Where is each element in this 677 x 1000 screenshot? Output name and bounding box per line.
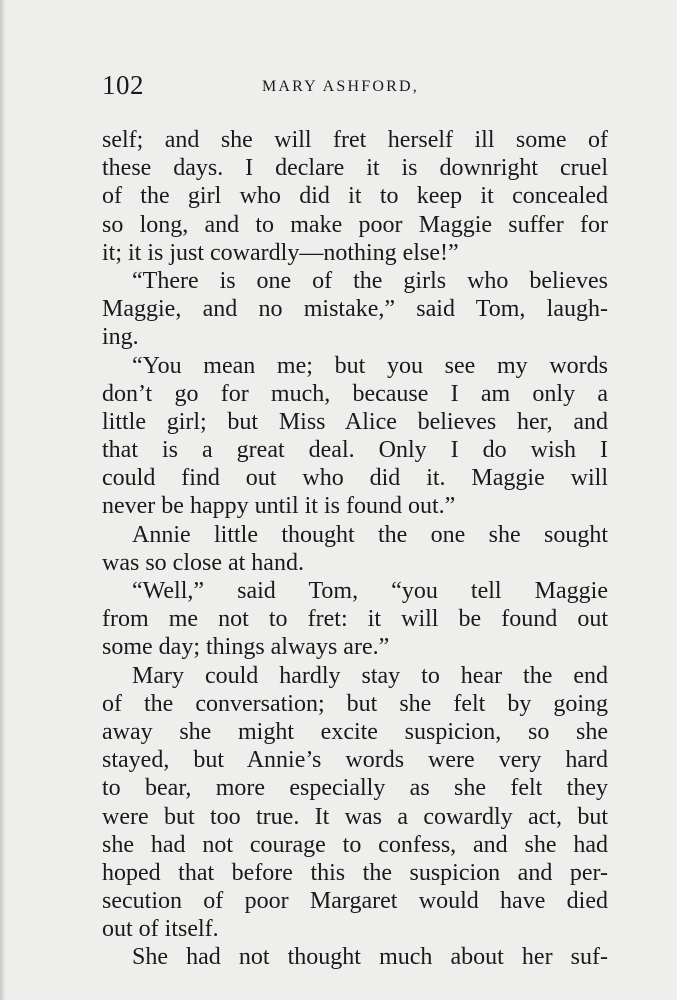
text-line: some day; things always are.”: [102, 634, 390, 661]
page-number: 102: [102, 70, 144, 100]
text-line: was so close at hand.: [102, 549, 304, 576]
text-line: so long, and to make poor Maggie suffer for: [102, 211, 608, 238]
text-line: away she might excite suspicion, so she: [102, 718, 608, 745]
text-line: ing.: [102, 324, 139, 351]
text-line: she had not courage to confess, and she had: [102, 831, 608, 858]
text-line: Maggie, and no mistake,” said Tom, laugh-: [102, 296, 608, 323]
text-line: self; and she will fret herself ill some of: [102, 127, 608, 153]
text-line: Mary could hardly stay to hear the end: [132, 662, 608, 689]
page-header: [102, 70, 610, 102]
text-line: of the girl who did it to keep it concealed: [102, 183, 608, 210]
text-line: stayed, but Annie’s words were very hard: [102, 747, 608, 774]
text-line: that is a great deal. Only I do wish I: [102, 437, 608, 464]
text-line: Annie little thought the one she sought: [132, 521, 608, 548]
text-line: it; it is just cowardly—nothing else!”: [102, 239, 459, 266]
text-line: from me not to fret: it will be found out: [102, 606, 608, 633]
page-edge-shadow: [0, 0, 6, 1000]
text-line: hoped that before this the suspicion and per-: [102, 859, 608, 886]
text-line: don’t go for much, because I am only a: [102, 380, 608, 407]
text-line: little girl; but Miss Alice believes her, and: [102, 408, 608, 435]
text-line: “There is one of the girls who believes: [132, 267, 608, 294]
text-line: never be happy until it is found out.”: [102, 493, 456, 520]
text-line: of the conversation; but she felt by going: [102, 690, 608, 717]
text-line: “You mean me; but you see my words: [132, 352, 608, 379]
text-line: to bear, more especially as she felt they: [102, 775, 608, 802]
text-line: “Well,” said Tom, “you tell Maggie: [132, 578, 608, 604]
text-line: were but too true. It was a cowardly act, but: [102, 803, 608, 830]
body-text: [102, 126, 608, 972]
text-line: She had not thought much about her suf-: [132, 944, 608, 971]
text-line: these days. I declare it is downright cruel: [102, 155, 608, 182]
text-line: could find out who did it. Maggie will: [102, 465, 608, 492]
running-head: MARY ASHFORD,: [262, 78, 419, 95]
text-line: out of itself.: [102, 916, 219, 943]
text-line: secution of poor Margaret would have died: [102, 888, 608, 915]
